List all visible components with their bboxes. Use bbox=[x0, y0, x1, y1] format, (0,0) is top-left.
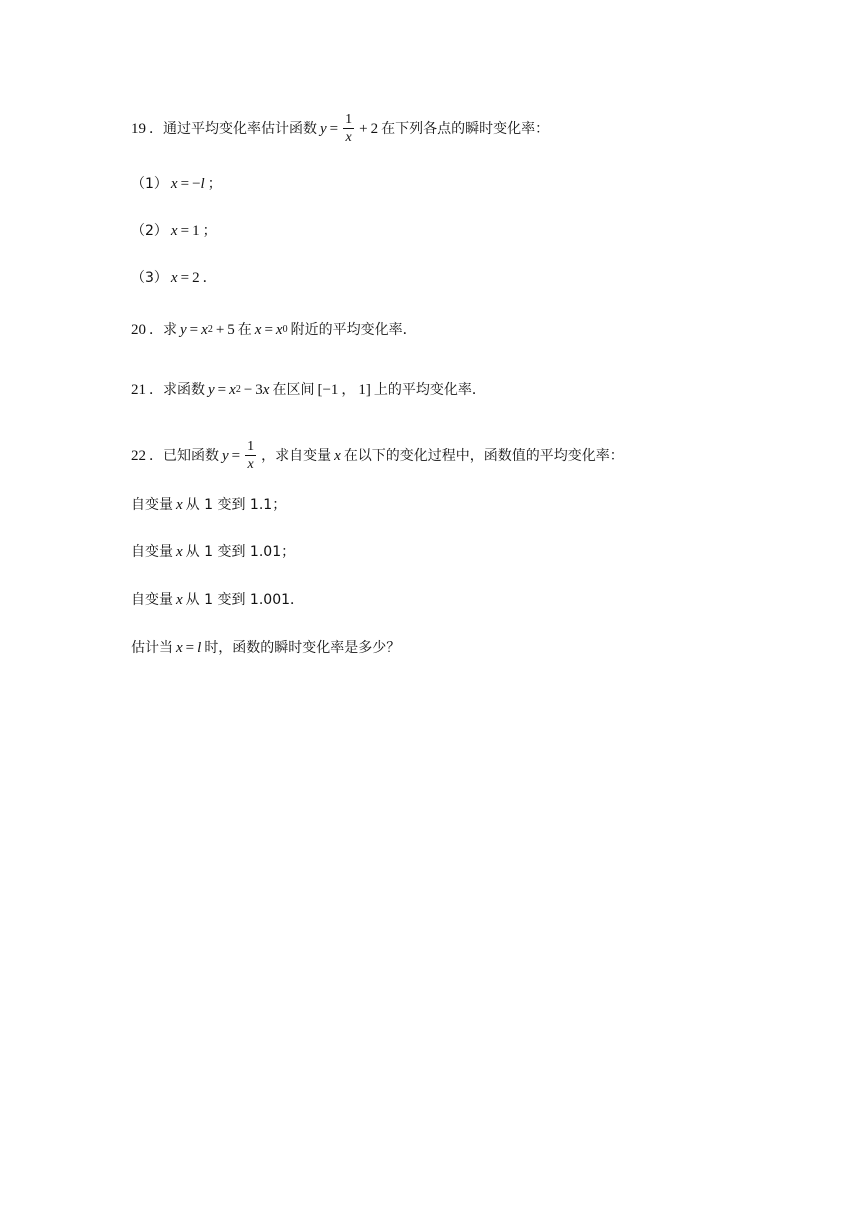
formula: x = x 0 bbox=[254, 322, 288, 338]
formula: x = − l bbox=[170, 176, 205, 192]
interval-end: 1 ] bbox=[358, 382, 371, 398]
question-19-part-2: （2） x = 1 ； bbox=[131, 223, 217, 239]
question-19-part-3: （3） x = 2 ． bbox=[131, 270, 217, 286]
question-number: 21 bbox=[131, 382, 146, 398]
formula: x = 2 bbox=[170, 270, 200, 286]
formula: y = x 2 − 3 x bbox=[208, 382, 270, 398]
formula: x = l bbox=[176, 640, 202, 656]
fraction: $\frac{1}{x}$ bbox=[345, 112, 353, 145]
variable: x bbox=[176, 592, 183, 608]
interval: [ −1 bbox=[317, 382, 339, 398]
sub-item-2: 自变量 x 从 1 变到 1.01； bbox=[131, 544, 296, 560]
question-number: 19 bbox=[131, 121, 146, 137]
formula: y = x 2 + 5 bbox=[180, 322, 235, 338]
sub-item-1: 自变量 x 从 1 变到 1.1； bbox=[131, 497, 287, 513]
question-20: 20 ．求 y = x 2 + 5 在 x = x 0 附近的平均变化率． bbox=[131, 322, 417, 338]
question-text: ．通过平均变化率估计函数 bbox=[149, 121, 317, 137]
question-22: 22 ．已知函数 y = $\frac{1}{x}$ ，求自变量 x 在以下的变化过程中，函数值的平均变化率： bbox=[131, 439, 624, 472]
question-19-part-1: （1） x = − l ； bbox=[131, 176, 222, 192]
sub-item-3: 自变量 x 从 1 变到 1.001． bbox=[131, 592, 305, 608]
variable: x bbox=[176, 497, 183, 513]
question-19 bbox=[131, 113, 549, 145]
question-number: 20 bbox=[131, 322, 146, 338]
question-21: 21 ．求函数 y = x 2 − 3 x 在区间 [ −1 ， 1 ] 上的平均变化率． bbox=[131, 382, 486, 398]
formula: y = $\frac{1}{x}$ bbox=[222, 439, 255, 472]
fraction: $\frac{1}{x}$ bbox=[247, 439, 255, 472]
variable: x bbox=[334, 448, 341, 464]
variable: x bbox=[176, 544, 183, 560]
question-text-tail: 在下列各点的瞬时变化率： bbox=[381, 121, 550, 137]
question-number: 22 bbox=[131, 448, 146, 464]
formula: y = $\frac{1}{x}$ + 2 bbox=[320, 112, 379, 145]
estimate-question: 估计当 x = l 时，函数的瞬时变化率是多少？ bbox=[131, 640, 401, 656]
formula: x = 1 bbox=[170, 223, 200, 239]
